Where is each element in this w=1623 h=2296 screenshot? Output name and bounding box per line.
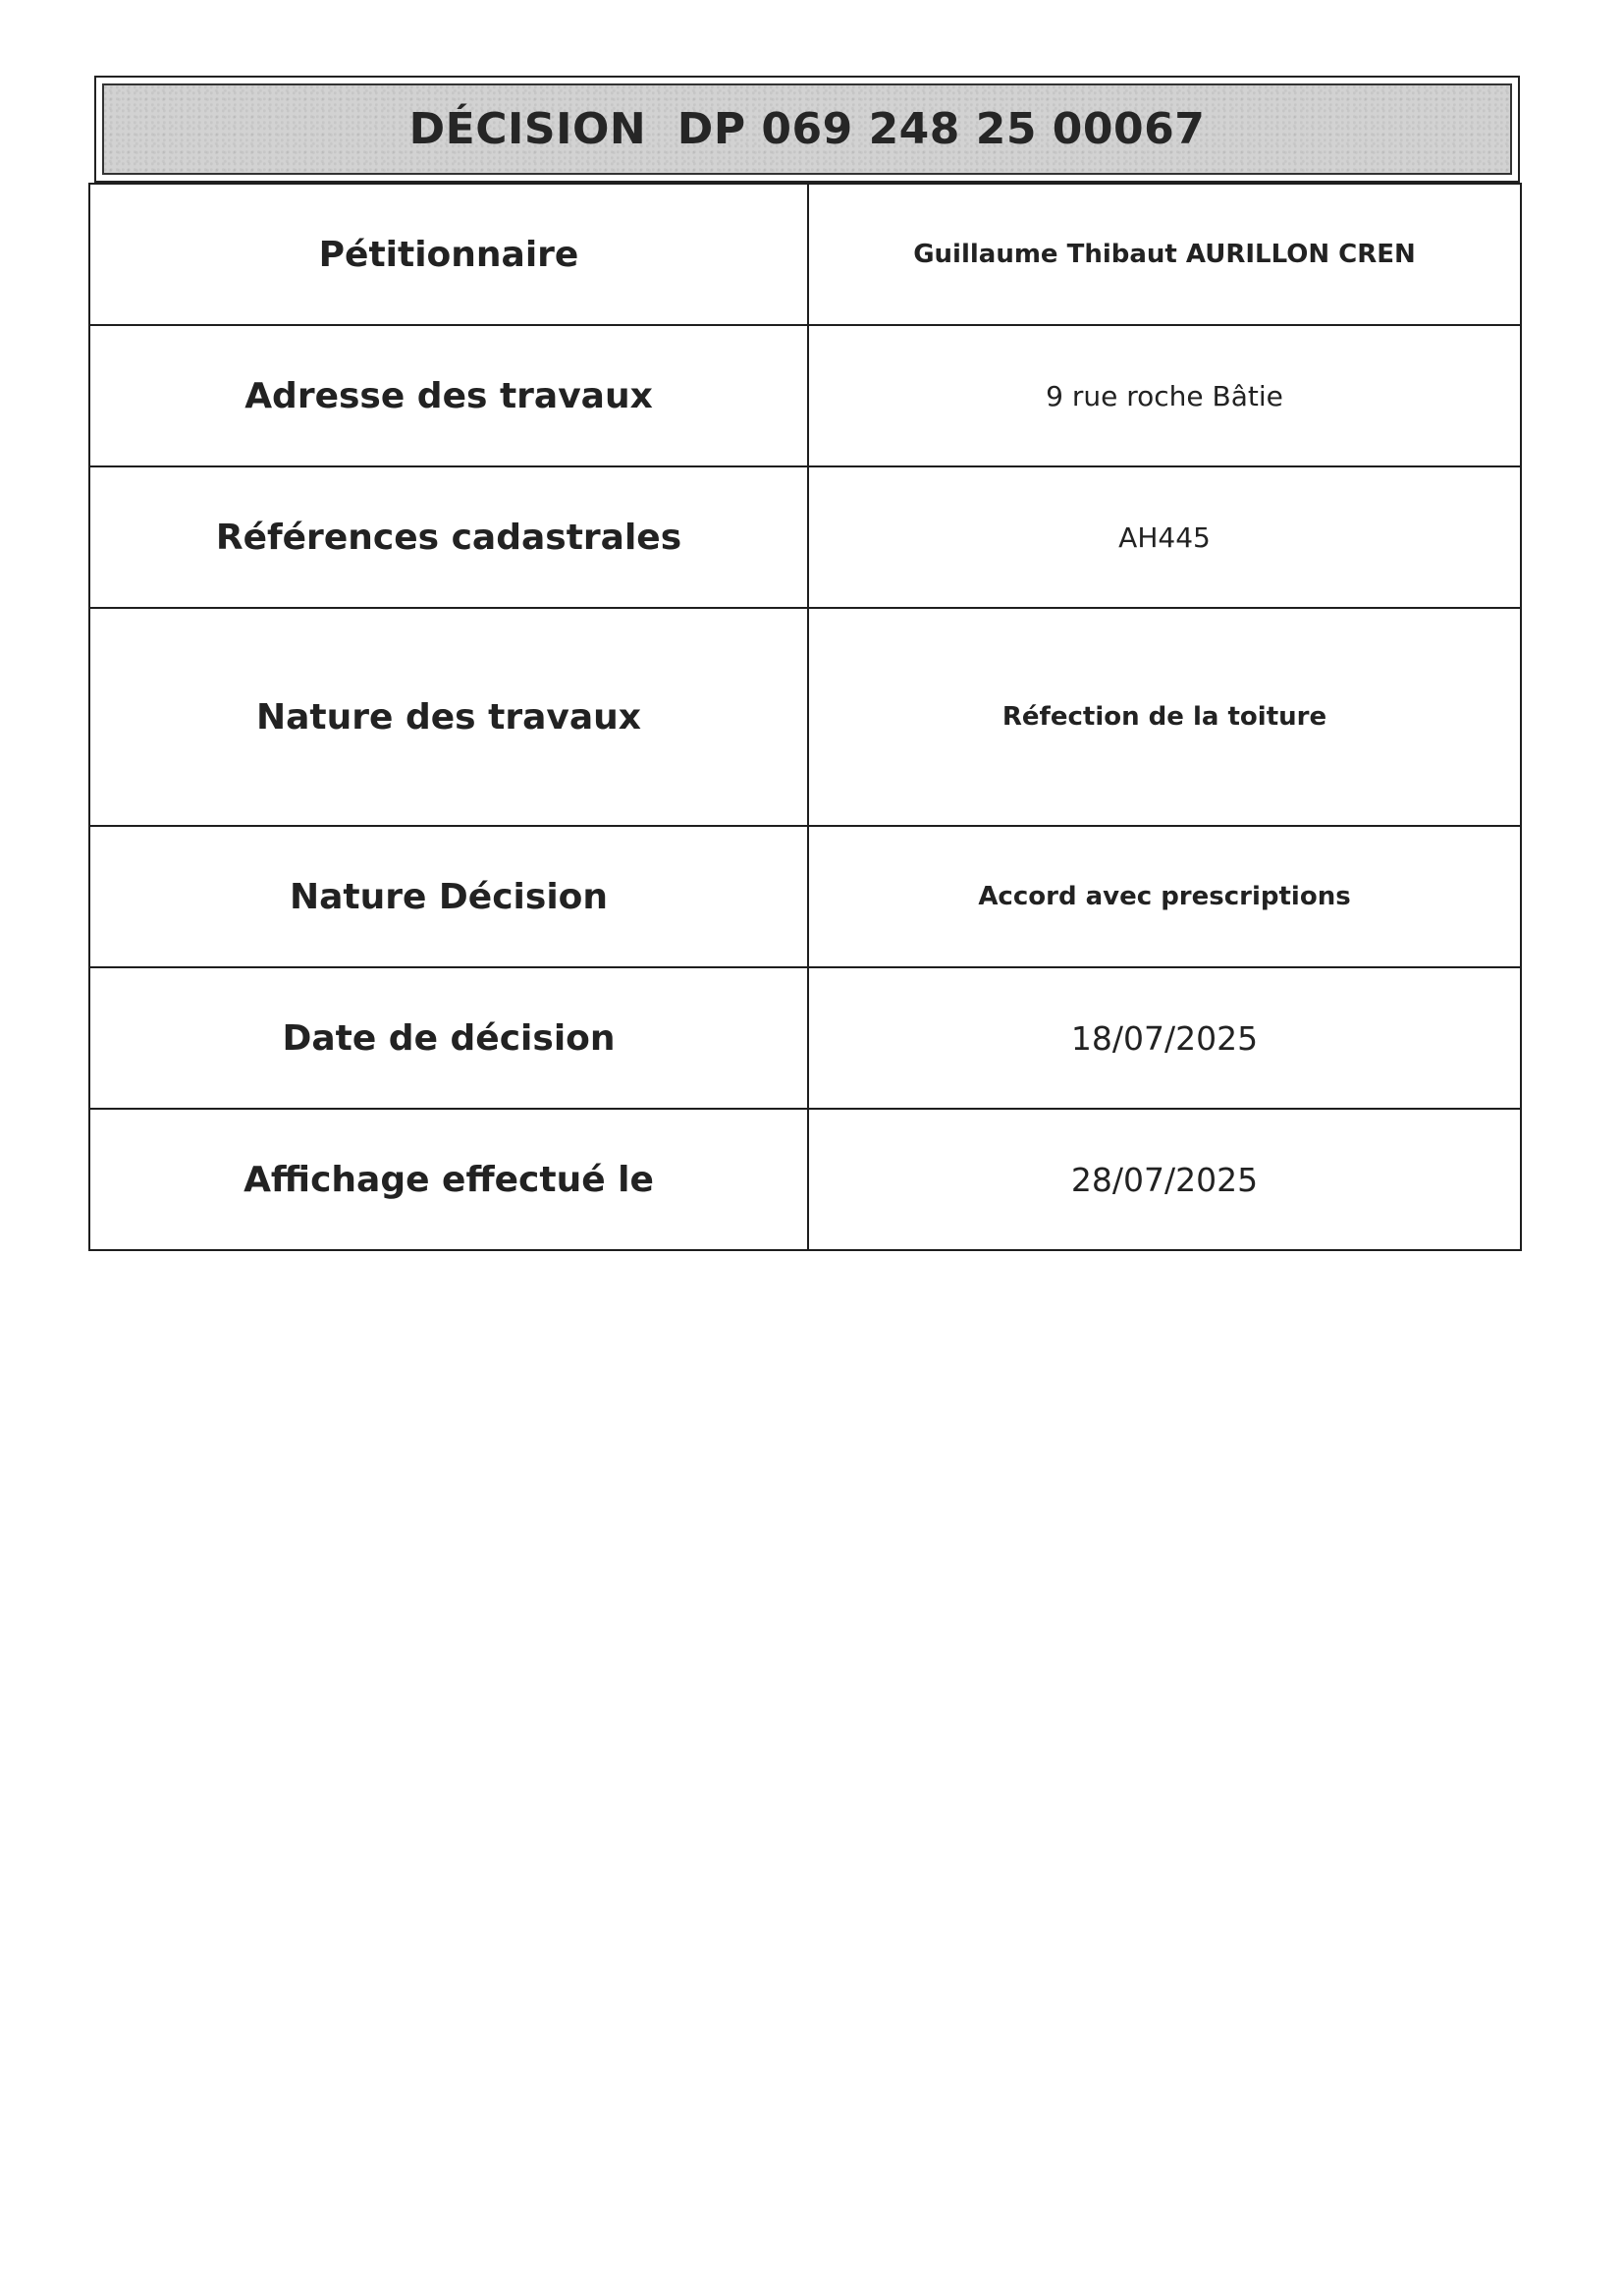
table-row-affichage [89, 1109, 1521, 1250]
date-decision-value: 18/07/2025 [808, 967, 1521, 1109]
nature-travaux-value: Réfection de la toiture [808, 608, 1521, 826]
affichage-value: 28/07/2025 [808, 1109, 1521, 1250]
adresse-label: Adresse des travaux [89, 325, 808, 466]
nature-decision-value: Accord avec prescriptions [808, 826, 1521, 967]
table-row-nature-decision [89, 826, 1521, 967]
adresse-value: 9 rue roche Bâtie [808, 325, 1521, 466]
decision-info-table [88, 183, 1522, 1251]
affichage-label: Affichage effectué le [89, 1109, 808, 1250]
table-row-adresse [89, 325, 1521, 466]
table-row-petitionnaire [89, 184, 1521, 325]
nature-travaux-label: Nature des travaux [89, 608, 808, 826]
date-decision-label: Date de décision [89, 967, 808, 1109]
table-row-date-decision [89, 967, 1521, 1109]
table-row-references [89, 466, 1521, 608]
nature-decision-label: Nature Décision [89, 826, 808, 967]
references-label: Références cadastrales [89, 466, 808, 608]
decision-title-banner [102, 83, 1512, 175]
decision-title: DÉCISION DP 069 248 25 00067 [408, 104, 1206, 154]
petitionnaire-value: Guillaume Thibaut AURILLON CREN [808, 184, 1521, 325]
decision-title-box [94, 76, 1520, 183]
table-row-nature-travaux [89, 608, 1521, 826]
references-value: AH445 [808, 466, 1521, 608]
petitionnaire-label: Pétitionnaire [89, 184, 808, 325]
